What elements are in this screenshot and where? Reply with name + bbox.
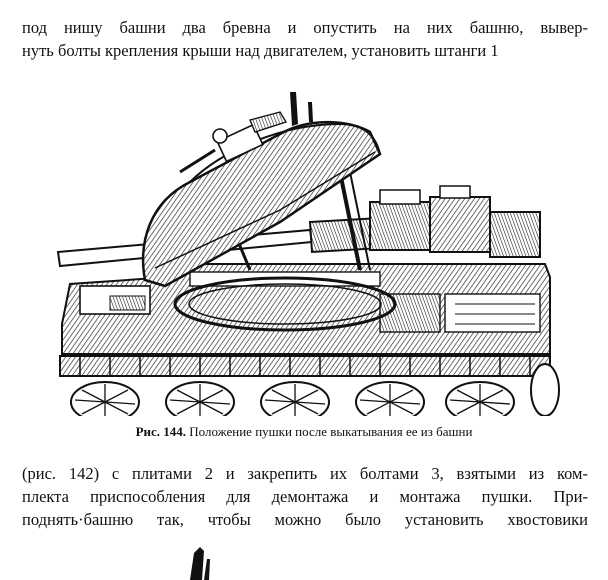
text-line: поднять·башню так, чтобы можно было установить хвостовики <box>22 510 588 529</box>
figure-caption <box>0 424 608 440</box>
paragraph-top <box>22 16 588 62</box>
text-line: нуть болты крепления крыши над двигателем, установить штанги 1 <box>22 41 499 60</box>
caption-label: Рис. 144. <box>135 424 187 439</box>
caption-text: Положение пушки после выкатывания ее из башни <box>189 424 473 439</box>
text-line: (рис. 142) с плитами 2 и закрепить их болтами 3, взятыми из ком- <box>22 464 588 483</box>
cropped-figure-fragment <box>180 545 220 580</box>
text-line: под нишу башни два бревна и опустить на них башню, вывер- <box>22 18 588 37</box>
text-line: плекта приспособления для демонтажа и монтажа пушки. При- <box>22 487 588 506</box>
paragraph-bottom <box>22 462 588 531</box>
tank-illustration <box>50 72 560 416</box>
